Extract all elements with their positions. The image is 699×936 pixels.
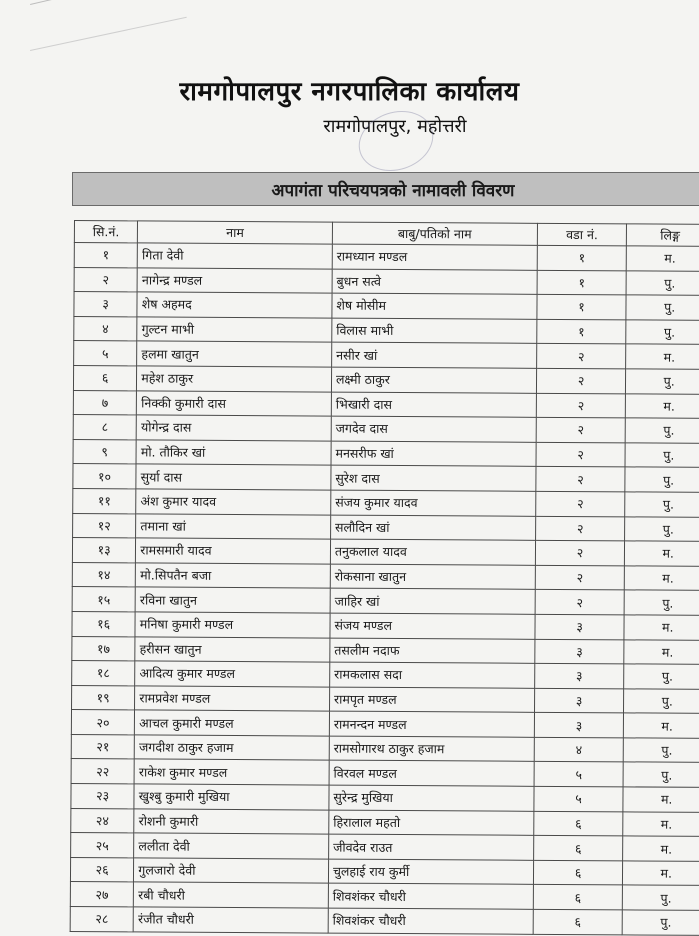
cell-serial: १५ [72, 587, 135, 612]
cell-serial: ९ [73, 439, 136, 464]
cell-name: योगेन्द्र दास [136, 415, 331, 441]
cell-gender: पु. [627, 270, 699, 295]
cell-gender: पु. [624, 762, 699, 787]
cell-gender: म. [624, 615, 699, 640]
cell-father-name: रामध्यान मण्डल [332, 244, 537, 270]
cell-ward: ६ [533, 836, 623, 861]
cell-father-name: रामसोगारथ ठाकुर हजाम [329, 736, 534, 762]
header-name: नाम [138, 221, 333, 244]
cell-father-name: नसीर खां [332, 342, 537, 368]
registry-table [70, 220, 699, 936]
cell-serial: २ [74, 267, 137, 292]
cell-ward: ६ [533, 885, 623, 910]
cell-name: महेश ठाकुर [137, 366, 332, 392]
cell-ward: २ [535, 565, 625, 590]
cell-name: मो. तौकिर खां [136, 440, 331, 466]
cell-gender: पु. [625, 590, 699, 615]
cell-gender: पु. [625, 516, 699, 541]
cell-serial: १६ [72, 611, 135, 636]
section-banner: अपागंता परिचयपत्रको नामावली विवरण [72, 172, 699, 206]
cell-name: रामप्रवेश मण्डल [135, 686, 330, 712]
cell-gender: म. [624, 713, 699, 738]
cell-gender: पु. [623, 910, 699, 935]
cell-serial: ६ [73, 365, 136, 390]
cell-father-name: शेष मोसीम [332, 293, 537, 319]
cell-ward: ३ [534, 713, 624, 738]
cell-name: सुर्या दास [136, 464, 331, 490]
cell-ward: १ [536, 319, 626, 344]
cell-gender: पु. [625, 467, 699, 492]
cell-name: गुल्टन माभी [137, 317, 332, 343]
cell-name: खुश्बु कुमारी मुखिया [134, 784, 329, 810]
cell-father-name: संजय मण्डल [330, 613, 535, 639]
cell-serial: ८ [73, 415, 136, 440]
cell-gender: म. [626, 393, 699, 418]
cell-ward: ३ [534, 663, 624, 688]
cell-gender: म. [625, 566, 699, 591]
cell-father-name: जगदेव दास [331, 416, 536, 442]
cell-ward: १ [537, 295, 627, 320]
cell-name: मो.सिपतैन बजा [136, 563, 331, 589]
cell-name: हरीसन खातुन [135, 636, 330, 662]
scan-artifact-line [30, 0, 186, 5]
table-row [70, 907, 699, 935]
cell-name: रामसमारी यादव [136, 538, 331, 564]
cell-father-name: विरवल मण्डल [329, 761, 534, 787]
cell-name: आचल कुमारी मण्डल [135, 710, 330, 736]
cell-ward: २ [536, 467, 626, 492]
cell-name: आदित्य कुमार मण्डल [135, 661, 330, 687]
cell-father-name: रामपृत मण्डल [329, 687, 534, 713]
cell-serial: २४ [71, 808, 134, 833]
cell-ward: ३ [535, 639, 625, 664]
cell-father-name: लक्ष्मी ठाकुर [331, 367, 536, 393]
cell-ward: ५ [534, 786, 624, 811]
cell-father-name: शिवशंकर चौधरी [328, 884, 533, 910]
cell-gender: पु. [624, 664, 699, 689]
cell-gender: म. [623, 861, 699, 886]
cell-name: तमाना खां [136, 513, 331, 539]
cell-father-name: सुरेन्द्र मुखिया [329, 785, 534, 811]
cell-father-name: तनुकलाल यादव [330, 539, 535, 565]
cell-father-name: जीवदेव राउत [329, 834, 534, 860]
cell-ward: ३ [534, 688, 624, 713]
cell-ward: ३ [535, 614, 625, 639]
cell-serial: ३ [74, 292, 137, 317]
cell-ward: ६ [533, 860, 623, 885]
cell-gender: पु. [625, 492, 699, 517]
cell-ward: २ [535, 516, 625, 541]
cell-father-name: चुलहाई राय कुर्मी [328, 859, 533, 885]
cell-ward: २ [535, 590, 625, 615]
cell-gender: म. [623, 812, 699, 837]
cell-ward: ६ [533, 909, 623, 934]
cell-ward: ४ [534, 737, 624, 762]
cell-name: नागेन्द्र मण्डल [137, 267, 332, 293]
page-subtitle: रामगोपालपुर, महोत्तरी [323, 116, 467, 137]
cell-father-name: रोकसाना खातुन [330, 564, 535, 590]
cell-father-name: विलास माभी [332, 318, 537, 344]
header-serial: सि.नं. [74, 221, 137, 243]
cell-name: ललीता देवी [134, 833, 329, 859]
cell-gender: म. [623, 787, 699, 812]
cell-serial: २५ [71, 833, 134, 858]
cell-gender: म. [625, 541, 699, 566]
scan-artifact-line [30, 17, 187, 51]
cell-father-name: तसलीम नदाफ [330, 638, 535, 664]
cell-gender: पु. [624, 738, 699, 763]
cell-name: गिता देवी [137, 243, 332, 269]
cell-serial: ४ [74, 316, 137, 341]
cell-gender: पु. [623, 885, 699, 910]
header-gender: लिङ्ग [627, 224, 699, 247]
cell-serial: १३ [72, 538, 135, 563]
cell-name: शेष अहमद [137, 292, 332, 318]
cell-name: रंजीत चौधरी [133, 907, 328, 933]
cell-gender: पु. [626, 418, 699, 443]
cell-ward: १ [537, 270, 627, 295]
cell-serial: १४ [72, 562, 135, 587]
cell-serial: १० [73, 464, 136, 489]
cell-gender: म. [624, 639, 699, 664]
cell-father-name: जाहिर खां [330, 588, 535, 614]
page-title: रामगोपालपुर नगरपालिका कार्यालय [179, 77, 520, 107]
cell-father-name: सलौदिन खां [330, 515, 535, 541]
cell-serial: १७ [72, 636, 135, 661]
cell-father-name: संजय कुमार यादव [331, 490, 536, 516]
cell-father-name: रामकलास सदा [330, 662, 535, 688]
cell-serial: २७ [70, 882, 133, 907]
cell-father-name: शिवशंकर चौधरी [328, 908, 533, 934]
cell-serial: १ [74, 243, 137, 268]
cell-ward: ५ [534, 762, 624, 787]
cell-serial: ५ [74, 341, 137, 366]
cell-serial: २६ [70, 857, 133, 882]
cell-name: निक्की कुमारी दास [137, 390, 332, 416]
cell-father-name: रामनन्दन मण्डल [329, 711, 534, 737]
cell-serial: ११ [73, 488, 136, 513]
cell-gender: पु. [624, 689, 699, 714]
cell-gender: म. [623, 836, 699, 861]
header-ward: वडा नं. [537, 223, 627, 246]
cell-serial: १२ [73, 513, 136, 538]
cell-father-name: बुधन सत्वे [332, 269, 537, 295]
cell-serial: १८ [72, 661, 135, 686]
cell-serial: २३ [71, 784, 134, 809]
cell-father-name: मनसरीफ खां [331, 441, 536, 467]
cell-ward: १ [537, 245, 627, 270]
cell-name: रविना खातुन [135, 587, 330, 613]
cell-gender: पु. [626, 295, 699, 320]
cell-ward: ६ [533, 811, 623, 836]
cell-ward: २ [536, 393, 626, 418]
cell-name: हलमा खातुन [137, 341, 332, 367]
cell-father-name: सुरेश दास [331, 465, 536, 491]
cell-gender: पु. [626, 320, 699, 345]
cell-gender: म. [626, 344, 699, 369]
cell-ward: २ [535, 540, 625, 565]
cell-name: जगदीश ठाकुर हजाम [134, 735, 329, 761]
cell-serial: ७ [73, 390, 136, 415]
cell-name: मनिषा कुमारी मण्डल [135, 612, 330, 638]
cell-father-name: हिरालाल महतो [329, 810, 534, 836]
cell-gender: पु. [625, 443, 699, 468]
cell-serial: २८ [70, 907, 133, 932]
cell-serial: २० [71, 710, 134, 735]
table-body [70, 243, 699, 936]
cell-name: रबी चौधरी [134, 882, 329, 908]
cell-name: रोशनी कुमारी [134, 809, 329, 835]
cell-ward: २ [536, 368, 626, 393]
cell-serial: १९ [72, 685, 135, 710]
cell-name: राकेश कुमार मण्डल [134, 759, 329, 785]
cell-ward: २ [536, 344, 626, 369]
cell-father-name: भिखारी दास [331, 392, 536, 418]
cell-serial: २२ [71, 759, 134, 784]
cell-ward: २ [535, 491, 625, 516]
cell-name: गुलजारो देवी [134, 858, 329, 884]
cell-ward: २ [536, 417, 626, 442]
cell-serial: २१ [71, 734, 134, 759]
header-father-name: बाबु/पतिको नाम [332, 222, 537, 245]
cell-gender: म. [627, 246, 699, 271]
cell-ward: २ [536, 442, 626, 467]
cell-name: अंश कुमार यादव [136, 489, 331, 515]
cell-gender: पु. [626, 369, 699, 394]
